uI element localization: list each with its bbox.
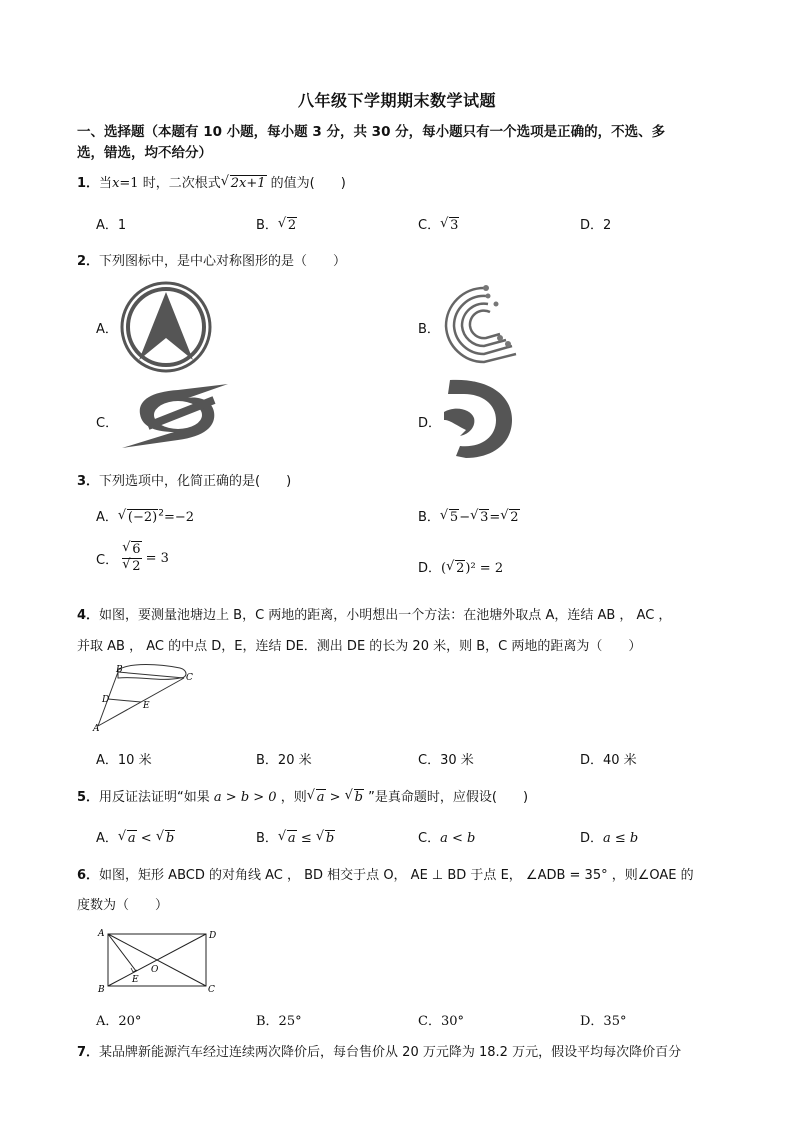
question-1: 1．当x=1 时，二次根式√ 2x+1 的值为( ) <box>77 172 346 191</box>
q2-label-d: D． <box>418 416 442 431</box>
radical: √ 2x+1 <box>221 176 267 191</box>
question-number: 5． <box>77 790 100 805</box>
q3-option-c: C． √ 6 √ 2 = 3 <box>96 542 169 575</box>
point-label: D <box>209 931 217 941</box>
rectangle-figure <box>94 924 224 996</box>
q4-option-d: D．40 米 <box>580 753 637 768</box>
q6-option-c: C．30° <box>418 1014 464 1029</box>
q4-option-a: A．10 米 <box>96 753 152 768</box>
question-2: 2．下列图标中，是中心对称图形的是（ ） <box>77 254 347 269</box>
q1-option-a: A．1 <box>96 218 127 233</box>
point-label: D <box>102 695 110 705</box>
q1-option-d: D．2 <box>580 218 612 233</box>
concentric-arcs-icon <box>440 282 522 364</box>
point-label: E <box>132 975 139 985</box>
point-label: A <box>98 929 105 939</box>
q5-option-b: B．√ a ≤ √ b <box>256 827 335 846</box>
point-label: C <box>208 985 215 995</box>
q4-option-b: B．20 米 <box>256 753 312 768</box>
q5-option-a: A．√ a < √ b <box>96 827 175 846</box>
question-number: 2． <box>77 254 100 269</box>
q5-option-c: C．a < b <box>418 831 476 846</box>
question-4-line1: 4．如图，要测量池塘边上 B，C 两地的距离，小明想出一个方法：在池塘外取点 A，连结 AB ， AC ， <box>77 608 672 623</box>
q3-option-d: D．(√ 2)² = 2 <box>418 557 503 576</box>
section-heading: 一、选择题（本题有 10 小题，每小题 3 分，共 30 分，每小题只有一个选项是正确的，不选、多 <box>77 124 666 140</box>
q6-option-d: D．35° <box>580 1014 627 1029</box>
page-title: 八年级下学期期末数学试题 <box>297 91 496 110</box>
q5-option-d: D．a ≤ b <box>580 831 639 846</box>
q2-label-a: A． <box>96 322 118 337</box>
question-6-line2: 度数为（ ） <box>77 898 169 913</box>
point-label: A <box>93 724 100 734</box>
q4-option-c: C．30 米 <box>418 753 474 768</box>
question-number: 4． <box>77 608 100 623</box>
q6-option-a: A．20° <box>96 1014 142 1029</box>
point-label: E <box>143 701 150 711</box>
q3-option-a: A．√ $(-2)^2=-2$ <box>96 506 194 525</box>
slanted-ring-icon <box>118 380 230 452</box>
question-number: 7． <box>77 1045 100 1060</box>
q6-option-b: B．25° <box>256 1014 302 1029</box>
question-number: 3． <box>77 474 100 489</box>
q3-option-b: B．√ 5−√ 3=√ 2 <box>418 506 520 525</box>
section-heading-cont: 选，错选，均不给分） <box>77 145 212 161</box>
q1-option-c: C．√ 3 <box>418 214 459 233</box>
point-label: C <box>186 673 193 683</box>
stylized-glyph-icon <box>440 378 514 460</box>
question-4-line2: 并取 AB ， AC 的中点 D，E，连结 DE．测出 DE 的长为 20 米，则 B，C 两地的距离为（ ） <box>77 639 642 654</box>
question-6-line1: 6．如图，矩形 ABCD 的对角线 AC ， BD 相交于点 O， AE ⊥ BD 于点 E， ∠ADB = 35° ，则∠OAE 的 <box>77 868 694 883</box>
q2-label-b: B． <box>418 322 440 337</box>
point-label: B <box>98 985 105 995</box>
question-number: 1． <box>77 176 100 191</box>
q2-label-c: C． <box>96 416 119 431</box>
compass-arrow-icon <box>119 280 213 374</box>
question-5: 5．用反证法证明“如果 a > b > 0 ，则√ a > √ b ”是真命题时，应假设( ) <box>77 786 528 805</box>
point-label: O <box>151 965 159 975</box>
point-label: B <box>116 665 123 675</box>
pond-figure <box>90 662 200 734</box>
question-3: 3．下列选项中，化简正确的是( ) <box>77 474 292 489</box>
question-7-line1: 7．某品牌新能源汽车经过连续两次降价后，每台售价从 20 万元降为 18.2 万元，假设平均每次降价百分 <box>77 1045 682 1060</box>
question-number: 6． <box>77 868 100 883</box>
q1-option-b: B．√ 2 <box>256 214 297 233</box>
